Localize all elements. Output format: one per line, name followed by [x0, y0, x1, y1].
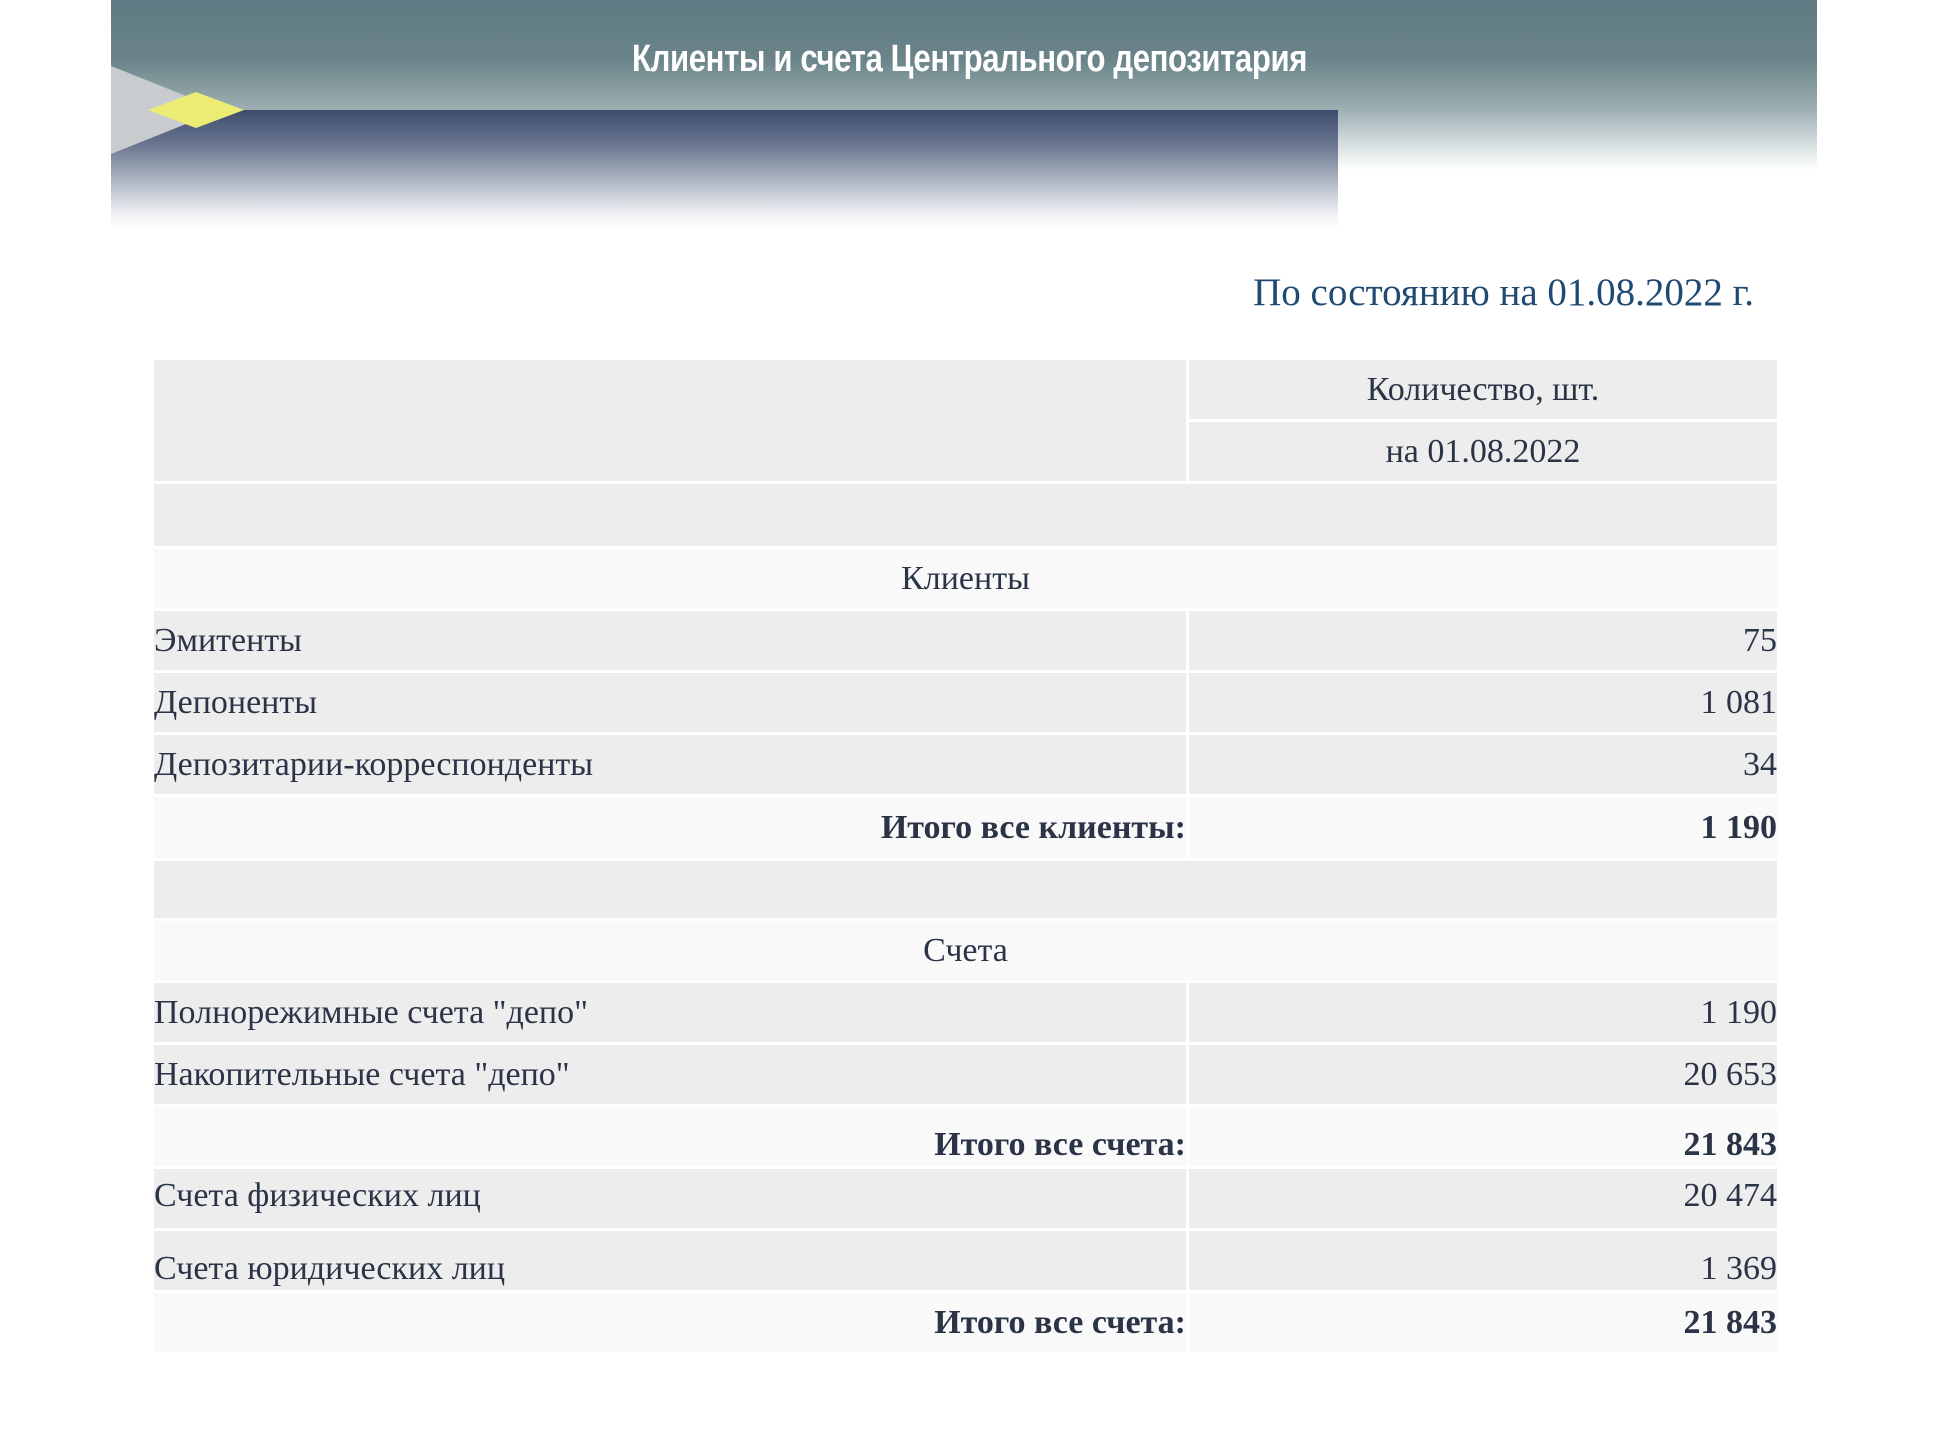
total-value: 21 843 [1186, 1107, 1777, 1166]
table-row [154, 1045, 1777, 1107]
row-label: Полнорежимные счета "депо" [154, 983, 1186, 1042]
table-header-quantity-column [1186, 360, 1777, 484]
row-label: Депоненты [154, 673, 1186, 732]
report-date: По состоянию на 01.08.2022 г. [1253, 271, 1754, 314]
row-value: 1 081 [1186, 673, 1777, 732]
total-label: Итого все счета: [154, 1293, 1186, 1352]
row-label: Эмитенты [154, 611, 1186, 670]
section-header-row [154, 921, 1777, 983]
row-value: 20 653 [1186, 1045, 1777, 1104]
total-row [154, 797, 1777, 861]
page-title: Клиенты и счета Центрального депозитария [632, 38, 1307, 80]
row-label: Накопительные счета "депо" [154, 1045, 1186, 1104]
table-row [154, 611, 1777, 673]
row-label: Счета юридических лиц [154, 1231, 1186, 1290]
row-value: 20 474 [1186, 1169, 1777, 1228]
section-title-clients: Клиенты [154, 549, 1777, 608]
total-value: 21 843 [1186, 1293, 1777, 1352]
total-row [154, 1293, 1777, 1355]
table-row [154, 1169, 1777, 1231]
table-header [154, 360, 1777, 484]
table-header-blank-cell [154, 360, 1186, 484]
row-label: Счета физических лиц [154, 1169, 1186, 1228]
table-row [154, 983, 1777, 1045]
table-row [154, 1231, 1777, 1293]
spacer-row [154, 484, 1777, 549]
total-label: Итого все счета: [154, 1107, 1186, 1166]
row-label: Депозитарии-корреспонденты [154, 735, 1186, 794]
total-row [154, 1107, 1777, 1169]
section-header-row [154, 549, 1777, 611]
spacer-row [154, 861, 1777, 921]
header-banner-lower-band [111, 110, 1338, 228]
total-value: 1 190 [1186, 797, 1777, 858]
table-row [154, 673, 1777, 735]
total-label: Итого все клиенты: [154, 797, 1186, 858]
row-value: 75 [1186, 611, 1777, 670]
quantity-header: Количество, шт. [1189, 360, 1777, 422]
clients-accounts-table [154, 360, 1777, 1355]
row-value: 34 [1186, 735, 1777, 794]
row-value: 1 369 [1186, 1231, 1777, 1290]
table-row [154, 735, 1777, 797]
row-value: 1 190 [1186, 983, 1777, 1042]
date-header: на 01.08.2022 [1189, 422, 1777, 484]
section-title-accounts: Счета [154, 921, 1777, 980]
